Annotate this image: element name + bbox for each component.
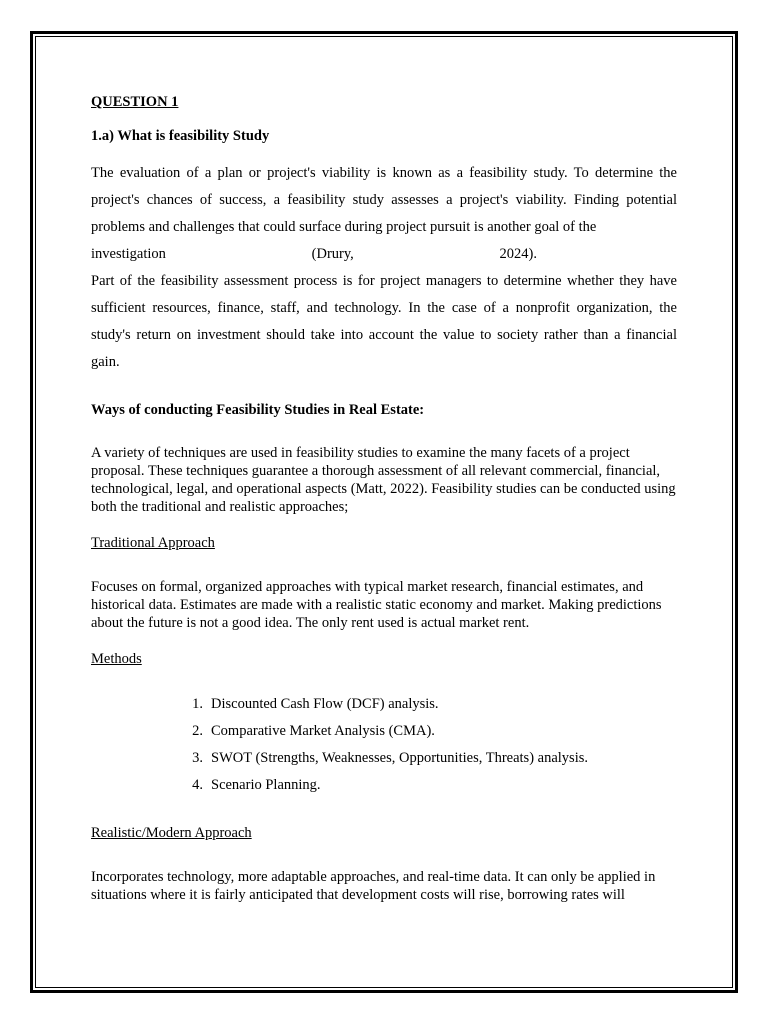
list-number: 2. xyxy=(192,723,203,739)
citation-year: 2024). xyxy=(499,246,537,262)
list-text: SWOT (Strengths, Weaknesses, Opportunities, Threats) analysis. xyxy=(211,750,588,766)
ways-heading: Ways of conducting Feasibility Studies in Real Estate: xyxy=(91,402,425,418)
intro-paragraph: The evaluation of a plan or project's viability is known as a feasibility study. To determine the project's chances of success, a feasibility study assesses a project's viability. Finding potential problems and challenges that could surface during project pursuit is another goal of the xyxy=(91,165,677,235)
citation-word: investigation xyxy=(91,246,166,262)
realistic-heading: Realistic/Modern Approach xyxy=(91,825,252,841)
realistic-paragraph: Incorporates technology, more adaptable approaches, and real-time data. It can only be applied in situations where it is fairly anticipated that development costs will rise, borrowing rates will xyxy=(91,869,656,903)
citation-author: (Drury, xyxy=(311,246,354,262)
methods-list xyxy=(91,691,677,799)
second-paragraph: Part of the feasibility assessment process is for project managers to determine whether they have sufficient resources, finance, staff, and technology. In the case of a nonprofit organization, the study's return on investment should take into account the value to society rather than a financial gain. xyxy=(91,273,677,370)
list-text: Discounted Cash Flow (DCF) analysis. xyxy=(211,696,439,712)
list-item xyxy=(181,745,677,772)
question-title: QUESTION 1 xyxy=(91,94,179,110)
list-text: Scenario Planning. xyxy=(211,777,321,793)
traditional-heading: Traditional Approach xyxy=(91,535,215,551)
traditional-paragraph: Focuses on formal, organized approaches with typical market research, financial estimates, and historical data. Estimates are made with a realistic static economy and market. Making predictions about the future is not a good idea. The only rent used is actual market rent. xyxy=(91,579,662,631)
list-item xyxy=(181,772,677,799)
methods-heading: Methods xyxy=(91,651,142,667)
citation-line xyxy=(91,241,677,268)
list-text: Comparative Market Analysis (CMA). xyxy=(211,723,435,739)
document-body xyxy=(91,92,677,904)
list-number: 4. xyxy=(192,777,203,793)
ways-paragraph: A variety of techniques are used in feasibility studies to examine the many facets of a project proposal. These techniques guarantee a thorough assessment of all relevant commercial, financial, technological, legal, and operational aspects (Matt, 2022). Feasibility studies can be conducted using both the traditional and realistic approaches; xyxy=(91,445,676,515)
list-number: 1. xyxy=(192,696,203,712)
list-item xyxy=(181,718,677,745)
list-item xyxy=(181,691,677,718)
section-title: 1.a) What is feasibility Study xyxy=(91,128,270,144)
list-number: 3. xyxy=(192,750,203,766)
